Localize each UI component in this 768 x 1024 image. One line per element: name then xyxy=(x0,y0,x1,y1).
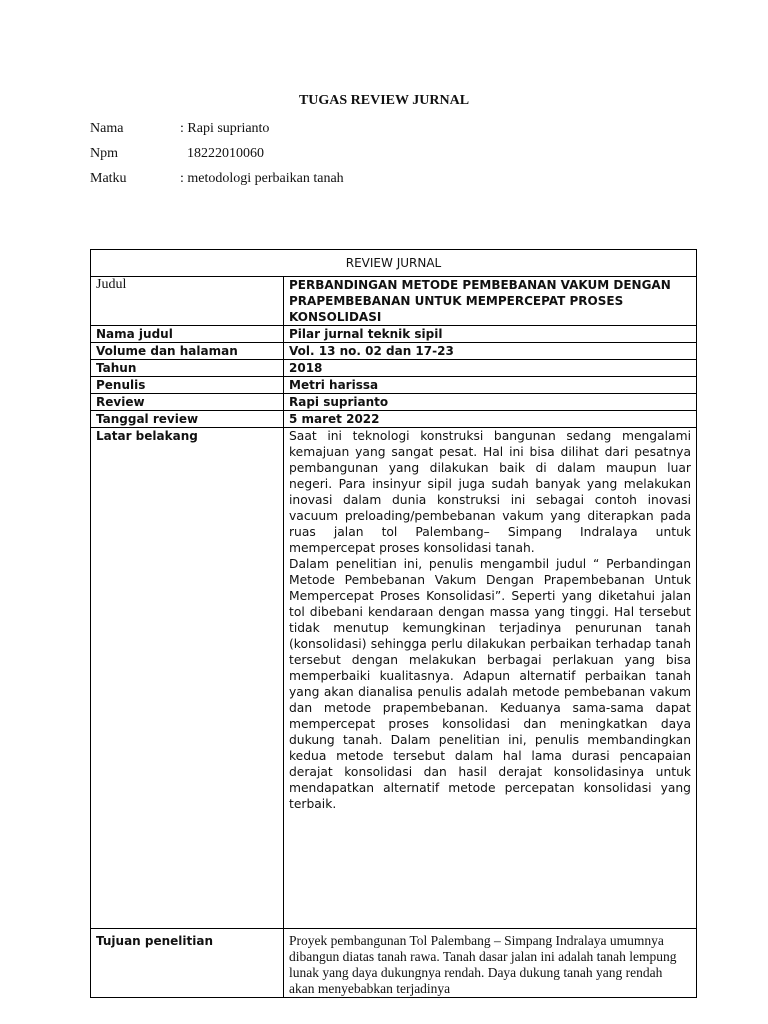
row-label: Penulis xyxy=(91,377,284,394)
identity-value: 18222010060 xyxy=(180,146,264,161)
row-value: Vol. 13 no. 02 dan 17-23 xyxy=(284,343,697,360)
latar-belakang-label: Latar belakang xyxy=(91,428,284,929)
identity-value: : Rapi suprianto xyxy=(180,121,270,136)
identity-value: : metodologi perbaikan tanah xyxy=(180,171,344,186)
judul-label: Judul xyxy=(91,277,284,326)
review-table xyxy=(90,249,697,998)
latar-paragraph-1: Saat ini teknologi konstruksi bangunan sedang mengalami kemajuan yang sangat pesat. Hal ini bisa dilihat dari pesatnya pembangunan yang dilakukan baik di dalam maupun luar negeri. Para insinyur sipil juga sudah banyak yang melakukan inovasi dalam dunia konstruksi ini sebagai contoh inovasi vacuum preloading/pembebanan vakum yang diterapkan pada ruas jalan tol Palembang– Simpang Indralaya untuk mempercepat proses konsolidasi tanah. xyxy=(289,429,691,555)
review-table-header: REVIEW JURNAL xyxy=(91,250,697,277)
row-label: Volume dan halaman xyxy=(91,343,284,360)
row-value: Rapi suprianto xyxy=(284,394,697,411)
tujuan-penelitian-value: Proyek pembangunan Tol Palembang – Simpang Indralaya umumnya dibangun diatas tanah rawa. Tanah dasar jalan ini adalah tanah lempung lunak yang daya dukungnya rendah. Daya dukung tanah yang rendah akan menyebabkan terjadinya xyxy=(284,929,697,998)
latar-paragraph-2: Dalam penelitian ini, penulis mengambil judul “ Perbandingan Metode Pembebanan Vakum Dengan Prapembebanan Untuk Mempercepat Proses Konsolidasi”. Seperti yang diketahui jalan tol dibebani kendaraan dengan massa yang tinggi. Hal tersebut tidak menutup kemungkinan terjadinya penurunan tanah (konsolidasi) sehingga perlu dilakukan perbaikan terhadap tanah tersebut dengan melakukan berbagai perlakuan yang bisa memperbaiki kualitasnya. Adapun alternatif perbaikan tanah yang akan dianalisa penulis adalah metode pembebanan vakum dan metode prapembebanan. Keduanya sama-sama dapat mempercepat proses konsolidasi dan meningkatkan daya dukung tanah. Dalam penelitian ini, penulis membandingkan kedua metode tersebut dalam hal lama durasi pencapaian derajat konsolidasi dan hasil derajat konsolidasinya untuk mendapatkan alternatif metode percepatan konsolidasi yang terbaik. xyxy=(289,557,691,811)
row-value: Metri harissa xyxy=(284,377,697,394)
row-value: Pilar jurnal teknik sipil xyxy=(284,326,697,343)
row-label: Tanggal review xyxy=(91,411,284,428)
identity-label: Npm xyxy=(90,146,118,161)
row-label: Review xyxy=(91,394,284,411)
row-value: 5 maret 2022 xyxy=(284,411,697,428)
latar-belakang-value xyxy=(284,428,697,929)
document-title: TUGAS REVIEW JURNAL xyxy=(298,93,470,108)
row-value: 2018 xyxy=(284,360,697,377)
identity-label: Nama xyxy=(90,121,124,136)
judul-value: PERBANDINGAN METODE PEMBEBANAN VAKUM DENGAN PRAPEMBEBANAN UNTUK MEMPERCEPAT PROSES KONSOLIDASI xyxy=(284,277,697,326)
tujuan-penelitian-label: Tujuan penelitian xyxy=(91,929,284,998)
row-label: Nama judul xyxy=(91,326,284,343)
identity-label: Matku xyxy=(90,171,127,186)
row-label: Tahun xyxy=(91,360,284,377)
